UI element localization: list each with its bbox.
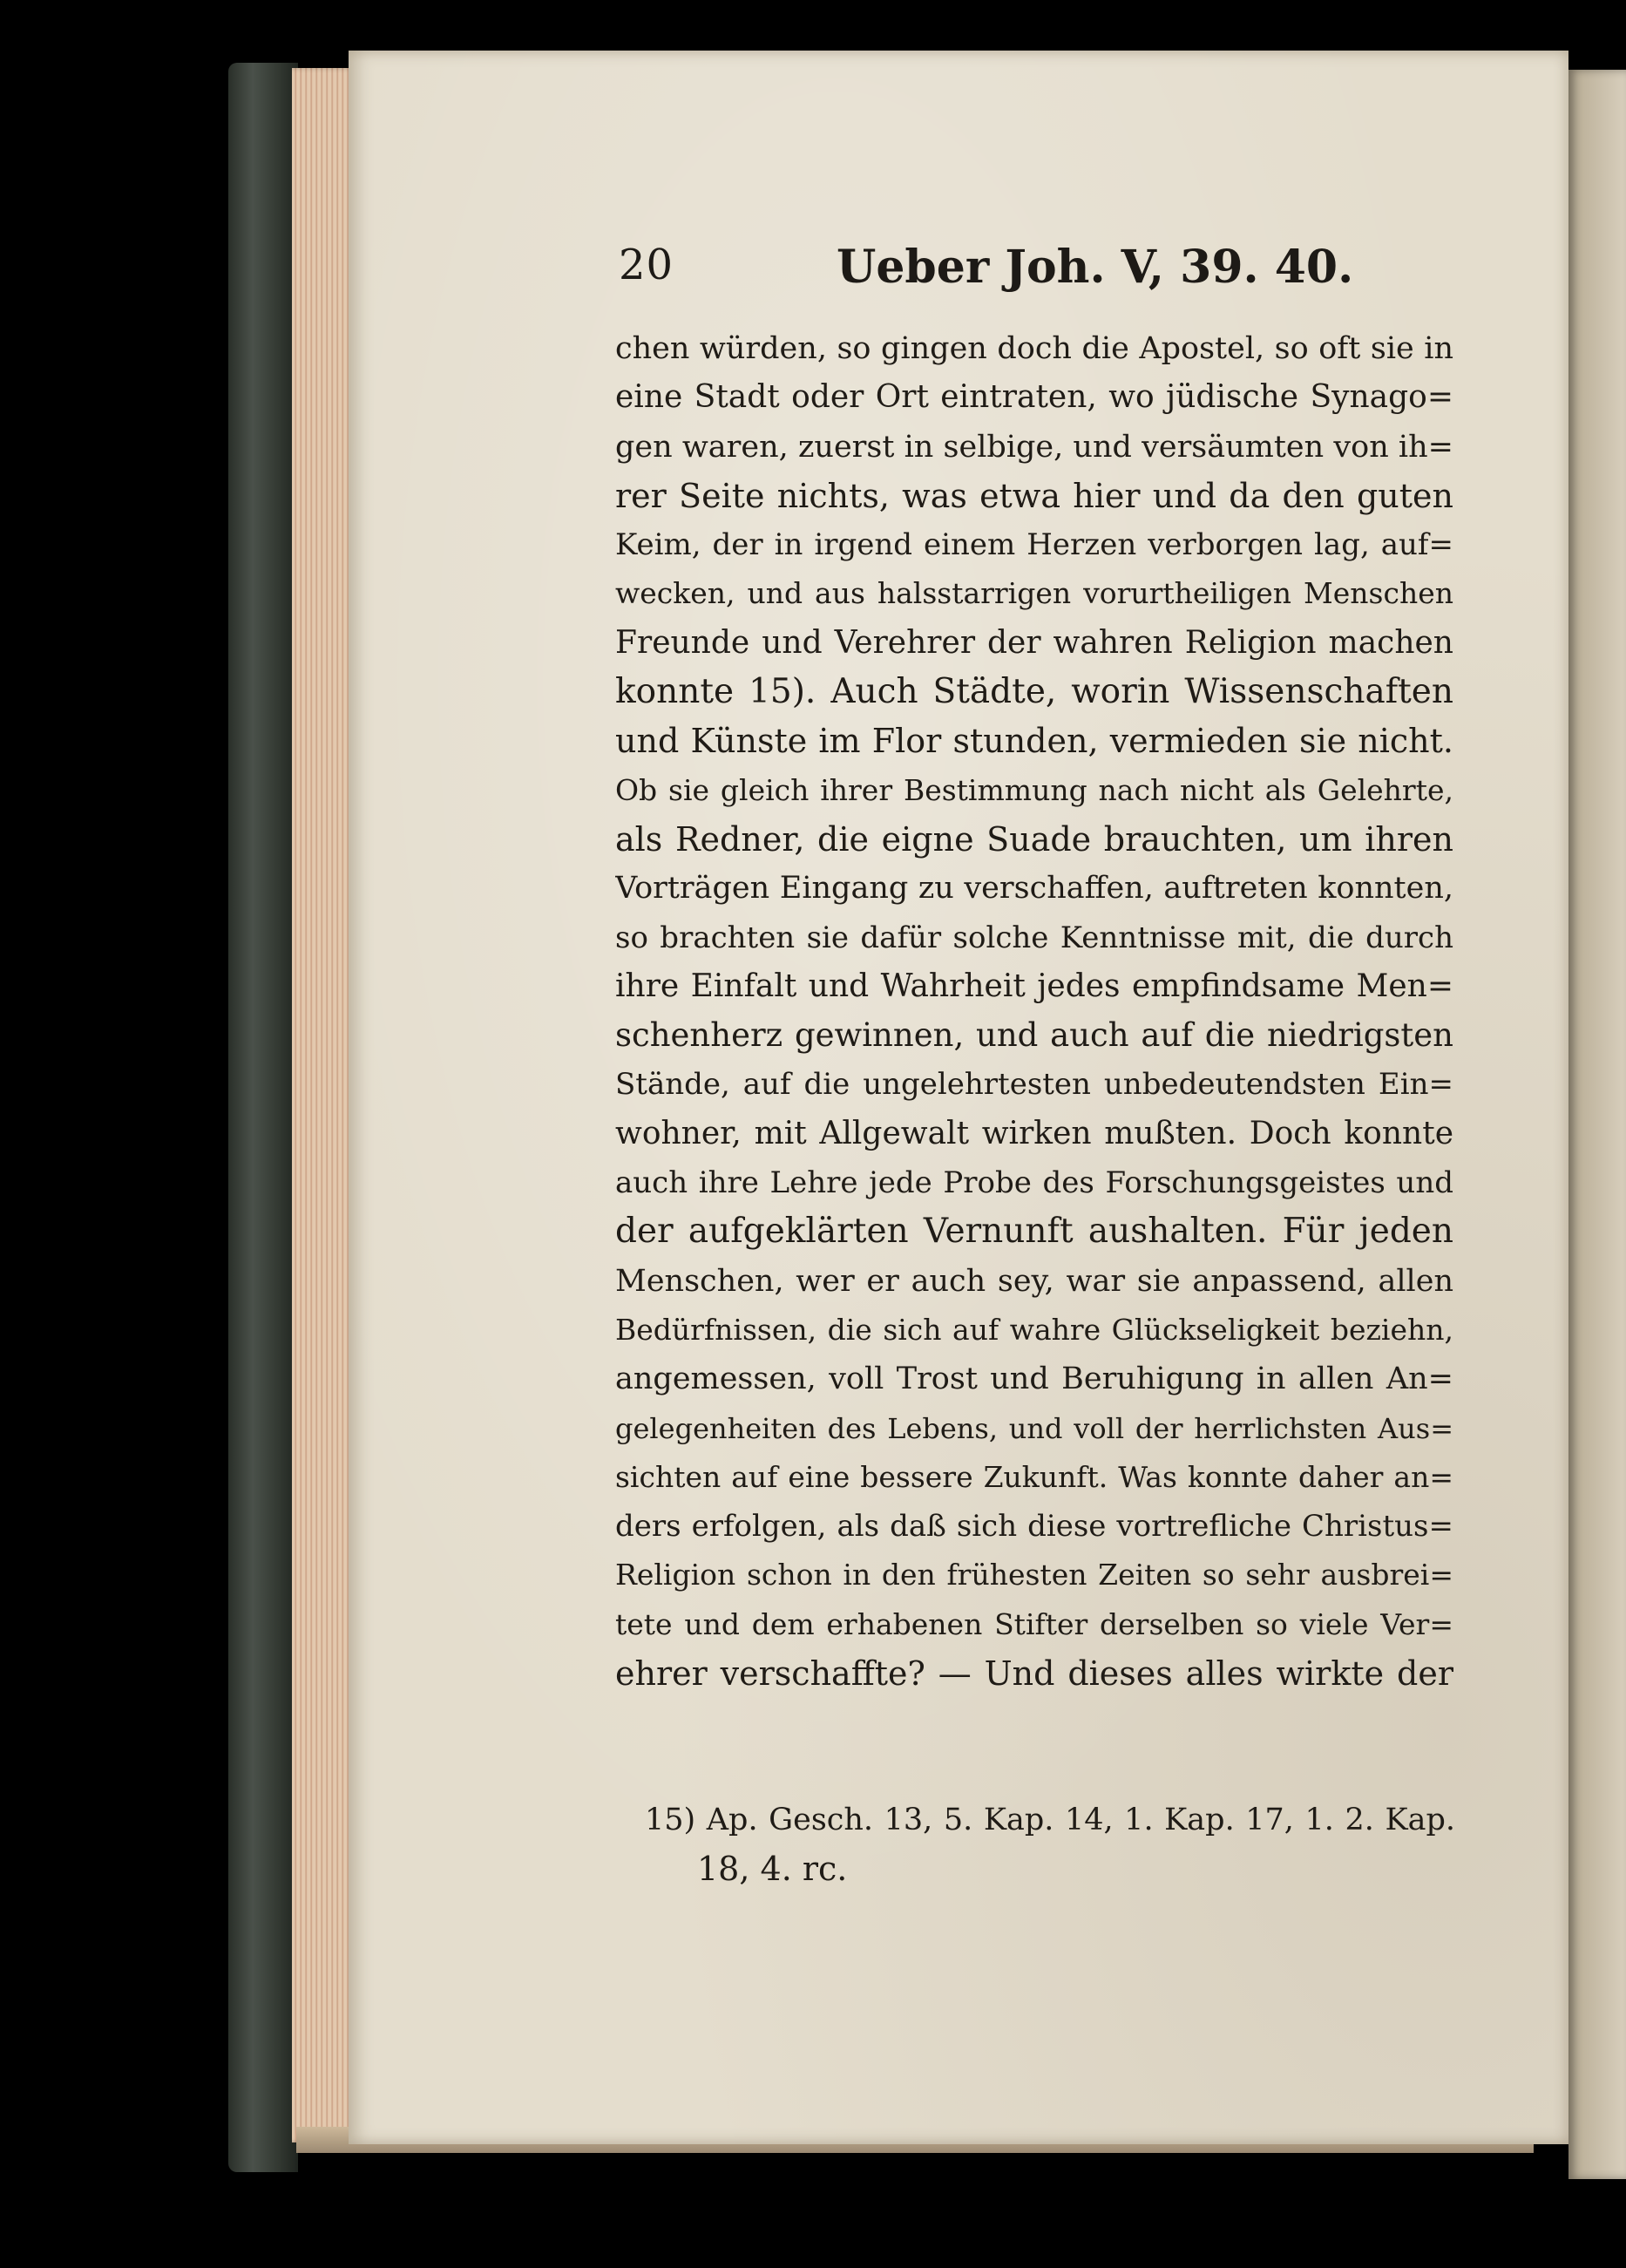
text-line: Ob sie gleich ihrer Bestimmung nach nicht als Gelehrte, — [615, 772, 1453, 807]
text-line: Vorträgen Eingang zu verschaffen, auftreten konnten, — [615, 871, 1453, 907]
body-text — [615, 324, 1453, 1698]
book-spine — [228, 63, 298, 2172]
text-line: Stände, auf die ungelehrtesten unbedeutendsten Ein= — [615, 1067, 1453, 1103]
text-line: chen würden, so gingen doch die Apostel, so oft sie in — [615, 331, 1453, 366]
page-header — [619, 241, 1490, 302]
footnotes — [645, 1796, 1455, 1893]
text-line: Menschen, wer er auch sey, war sie anpassend, allen — [615, 1263, 1453, 1299]
page-number: 20 — [619, 241, 674, 289]
text-line: der aufgeklärten Vernunft aushalten. Für jeden — [615, 1212, 1453, 1252]
facing-page-edge — [1568, 70, 1626, 2179]
footnote-line: 18, 4. rc. — [697, 1850, 848, 1888]
text-line: Keim, der in irgend einem Herzen verborgen lag, auf= — [615, 527, 1453, 563]
text-line: eine Stadt oder Ort eintraten, wo jüdische Synago= — [615, 379, 1453, 416]
text-line: ihre Einfalt und Wahrheit jedes empfindsame Men= — [615, 968, 1453, 1004]
text-line: und Künste im Flor stunden, vermieden sie nicht. — [615, 722, 1453, 761]
text-line: auch ihre Lehre jede Probe des Forschungsgeistes und — [615, 1165, 1453, 1201]
text-line: Bedürfnissen, die sich auf wahre Glückseligkeit beziehn, — [615, 1312, 1453, 1347]
text-line: wecken, und aus halsstarrigen vorurtheiligen Menschen — [615, 576, 1453, 611]
text-line: angemessen, voll Trost und Beruhigung in allen An= — [615, 1361, 1453, 1397]
text-line: konnte 15). Auch Städte, worin Wissenschaften — [615, 672, 1453, 712]
page-edges — [292, 68, 355, 2142]
text-line: rer Seite nichts, was etwa hier und da den guten — [615, 476, 1453, 515]
text-line: so brachten sie dafür solche Kenntnisse mit, die durch — [615, 920, 1453, 955]
text-line: gen waren, zuerst in selbige, und versäumten von ih= — [615, 429, 1453, 465]
text-line: als Redner, die eigne Suade brauchten, um ihren — [615, 819, 1453, 859]
text-line: schenherz gewinnen, und auch auf die niedrigsten — [615, 1016, 1453, 1055]
footnote-line: 15) Ap. Gesch. 13, 5. Kap. 14, 1. Kap. 17, 1. 2. Kap. — [645, 1803, 1455, 1837]
text-line: sichten auf eine bessere Zukunft. Was konnte daher an= — [615, 1459, 1453, 1494]
text-line: Freunde und Verehrer der wahren Religion machen — [615, 624, 1453, 661]
text-line: Religion schon in den frühesten Zeiten so sehr ausbrei= — [615, 1558, 1453, 1592]
text-line: tete und dem erhabenen Stifter derselben so viele Ver= — [615, 1606, 1453, 1641]
text-line: wohner, mit Allgewalt wirken mußten. Doch konnte — [615, 1115, 1453, 1151]
text-line: ders erfolgen, als daß sich diese vortrefliche Christus= — [615, 1509, 1453, 1545]
text-line: gelegenheiten des Lebens, und voll der herrlichsten Aus= — [615, 1411, 1453, 1445]
running-title: Ueber Joh. V, 39. 40. — [837, 241, 1354, 294]
text-line: ehrer verschaffte? — Und dieses alles wirkte der — [615, 1654, 1453, 1694]
